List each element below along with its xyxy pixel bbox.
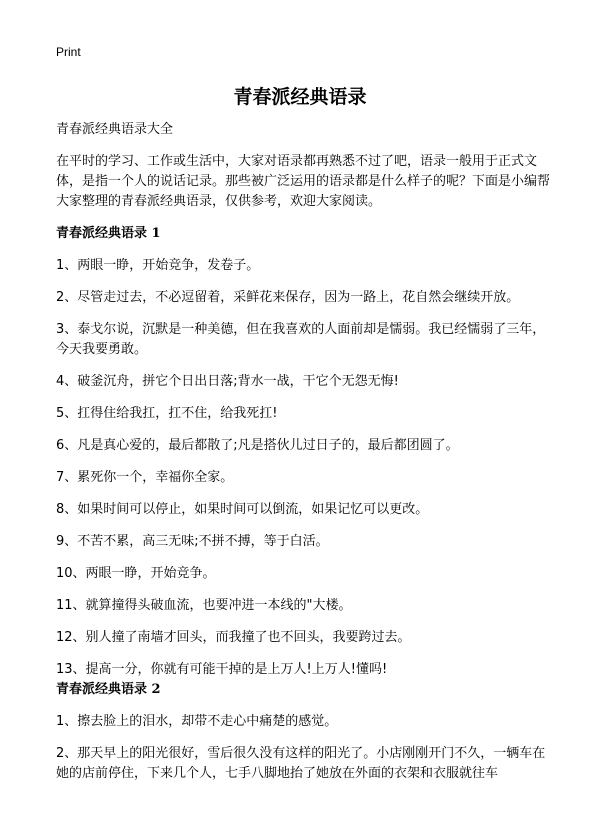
list-item: 13、提高一分，你就有可能干掉的是上万人!上万人!懂吗! (56, 662, 388, 677)
section-heading: 青春派经典语录 2 (56, 682, 161, 697)
list-item: 10、两眼一睁，开始竞争。 (56, 566, 216, 581)
section-1 (56, 224, 550, 680)
list-item: 4、破釜沉舟，拼它个日出日落;背水一战，干它个无怨无悔! (56, 374, 399, 389)
subtitle: 青春派经典语录大全 (56, 122, 174, 137)
page-title: 青春派经典语录 (233, 86, 367, 108)
list-item: 6、凡是真心爱的，最后都散了;凡是搭伙儿过日子的，最后都团圆了。 (56, 438, 459, 453)
list-item: 12、别人撞了南墙才回头，而我撞了也不回头，我要跨过去。 (56, 630, 411, 645)
list-item: 3、泰戈尔说，沉默是一种美德，但在我喜欢的人面前却是懦弱。我已经懦弱了三年，今天我要勇敢。 (56, 322, 546, 357)
list-item: 9、不苦不累，高三无味;不拼不搏，等于白活。 (56, 534, 329, 549)
list-item: 11、就算撞得头破血流，也要冲进一本线的"大楼。 (56, 598, 352, 613)
list-item: 2、那天早上的阳光很好，雪后很久没有这样的阳光了。小店刚刚开门不久，一辆车在她的店前停住，下来几个人，七手八脚地抬了她放在外面的衣架和衣服就往车 (56, 746, 546, 781)
intro-paragraph: 在平时的学习、工作或生活中，大家对语录都再熟悉不过了吧，语录一般用于正式文体，是指一个人的说话记录。那些被广泛运用的语录都是什么样子的呢？下面是小编帮大家整理的青春派经典语录，仅供参考，欢迎大家阅读。 (56, 154, 551, 209)
list-item: 8、如果时间可以停止，如果时间可以倒流，如果记忆可以更改。 (56, 502, 429, 517)
list-item: 2、尽管走过去，不必逗留着，采鲜花来保存，因为一路上，花自然会继续开放。 (56, 290, 520, 305)
print-link[interactable]: Print (56, 45, 81, 59)
list-item: 7、累死你一个，幸福你全家。 (56, 470, 234, 485)
article-body (56, 120, 550, 784)
list-item: 5、扛得住给我扛，扛不住，给我死扛! (56, 406, 278, 421)
list-item: 1、两眼一睁，开始竞争，发卷子。 (56, 258, 260, 273)
list-item: 1、擦去脸上的泪水，却带不走心中痛楚的感觉。 (56, 714, 338, 729)
section-heading: 青春派经典语录 1 (56, 226, 161, 241)
section-2 (56, 680, 550, 784)
